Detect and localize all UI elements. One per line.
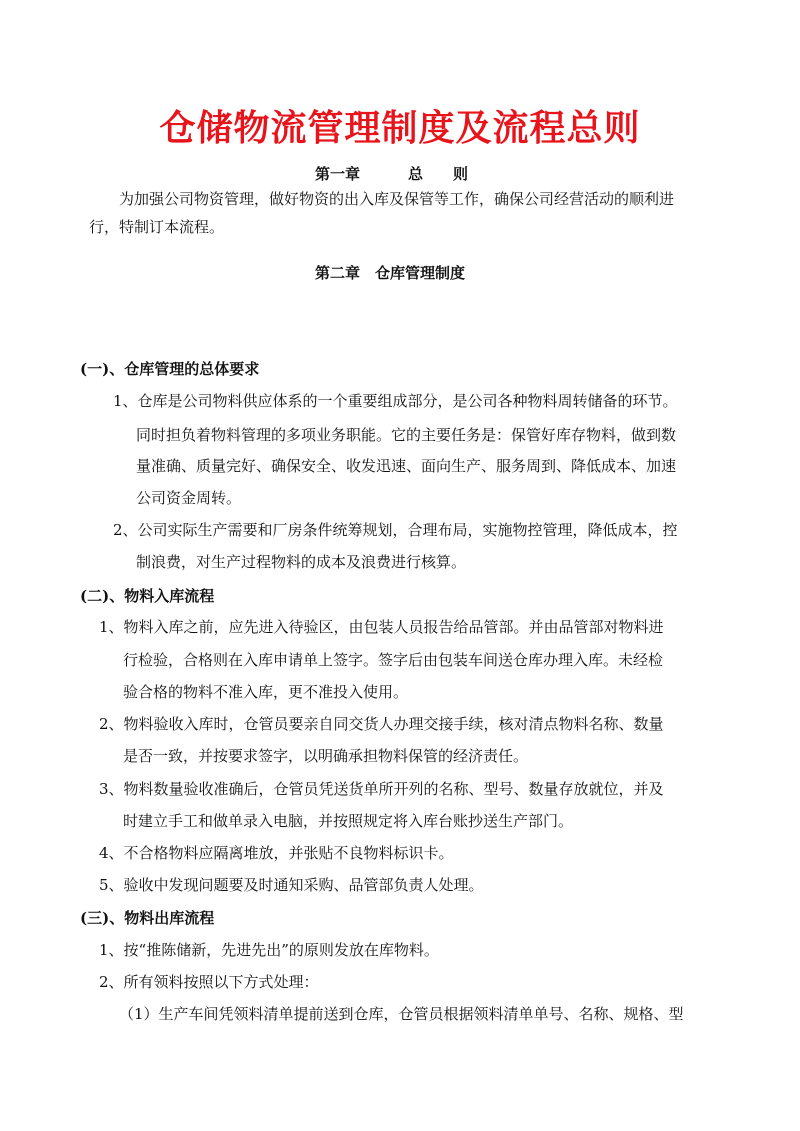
section2-line: 时建立手工和做单录入电脑，并按照规定将入库台账抄送生产部门。 xyxy=(123,812,574,830)
document-title: 仓储物流管理制度及流程总则 xyxy=(159,107,641,149)
section3-heading: (三)、物料出库流程 xyxy=(80,909,215,927)
section2-line: 5、验收中发现问题要及时通知采购、品管部负责人处理。 xyxy=(99,876,484,894)
section2-line: 1、物料入库之前，应先进入待验区，由包装人员报告给品管部。并由品管部对物料进 xyxy=(99,618,664,636)
chapter2-heading: 第二章 仓库管理制度 xyxy=(315,264,466,282)
section1-line: 1、仓库是公司物料供应体系的一个重要组成部分，是公司各种物料周转储备的环节。 xyxy=(113,392,678,410)
chapter1-label: 第一章 xyxy=(315,165,361,183)
section3-line: 2、所有领料按照以下方式处理： xyxy=(99,973,319,991)
chapter1-name: 总 则 xyxy=(408,165,469,183)
section1-line: 量准确、质量完好、确保安全、收发迅速、面向生产、服务周到、降低成本、加速 xyxy=(136,457,677,475)
section1-line: 制浪费，对生产过程物料的成本及浪费进行核算。 xyxy=(136,553,467,571)
intro-line-1: 为加强公司物资管理，做好物资的出入库及保管等工作，确保公司经营活动的顺利进 xyxy=(119,190,675,208)
intro-line-2: 行，特制订本流程。 xyxy=(89,218,225,236)
section2-heading: (二)、物料入库流程 xyxy=(80,587,215,605)
section2-line: 3、物料数量验收准确后，仓管员凭送货单所开列的名称、型号、数量存放就位，并及 xyxy=(99,780,664,798)
section1-line: 同时担负着物料管理的多项业务职能。它的主要任务是：保管好库存物料，做到数 xyxy=(136,426,677,444)
section2-line: 行检验，合格则在入库申请单上签字。签字后由包装车间送仓库办理入库。未经检 xyxy=(123,651,664,669)
section1-line: 公司资金周转。 xyxy=(136,489,242,507)
section1-heading: (一)、仓库管理的总体要求 xyxy=(80,360,260,378)
section2-line: 4、不合格物料应隔离堆放，并张贴不良物料标识卡。 xyxy=(99,844,454,862)
section2-line: 2、物料验收入库时，仓管员要亲自同交货人办理交接手续，核对清点物料名称、数量 xyxy=(99,715,664,733)
section3-line: 1、按“推陈储新，先进先出”的原则发放在库物料。 xyxy=(99,941,439,959)
section2-line: 验合格的物料不准入库，更不准投入使用。 xyxy=(123,683,409,701)
section2-line: 是否一致，并按要求签字，以明确承担物料保管的经济责任。 xyxy=(123,747,529,765)
section1-line: 2、公司实际生产需要和厂房条件统筹规划，合理布局，实施物控管理，降低成本，控 xyxy=(113,521,678,539)
section3-line: （1）生产车间凭领料清单提前送到仓库，仓管员根据领料清单单号、名称、规格、型 xyxy=(119,1005,684,1023)
